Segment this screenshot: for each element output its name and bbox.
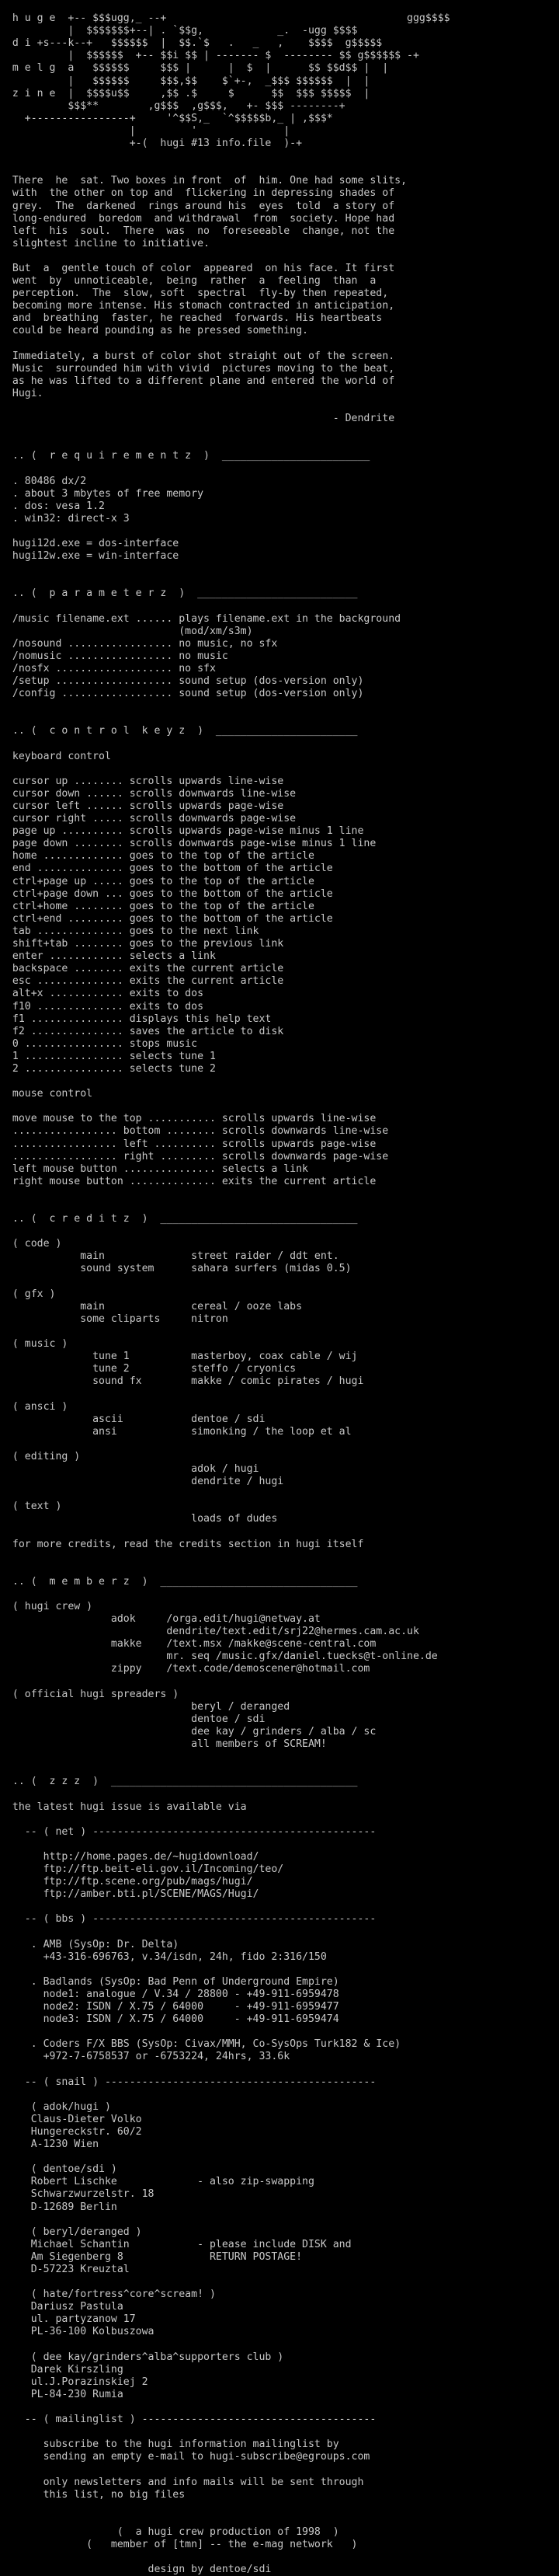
blank-line <box>0 1188 559 1201</box>
blank-line <box>0 2151 559 2163</box>
text-line: ansi simonking / the loop et al <box>0 1425 352 1438</box>
text-line: tune 1 masterboy, coax cable / wij <box>0 1351 358 1363</box>
text-line: ( official hugi spreaders ) <box>0 1688 179 1700</box>
text-line: There he sat. Two boxes in front of him. One had some slits, <box>0 175 408 187</box>
text-line: page up .......... scrolls upwards page-wise minus 1 line <box>0 825 364 838</box>
blank-line <box>0 601 559 613</box>
text-line: .. ( z z z ) ________________________________________ <box>0 1776 358 1788</box>
text-line: ( editing ) <box>0 1450 81 1462</box>
text-line: ul.J.Porazinskiej 2 <box>0 2376 148 2388</box>
text-line: page down ........ scrolls downwards page-wise minus 1 line <box>0 838 377 850</box>
text-line: ( music ) <box>0 1338 68 1351</box>
text-line: node2: ISDN / X.75 / 64000 - +49-911-6959477 <box>0 2001 339 2013</box>
blank-line <box>0 150 559 162</box>
blank-line <box>0 1488 559 1501</box>
blank-line <box>0 1201 559 1213</box>
text-line: -- ( net ) ---------------------------------------------- <box>0 1825 377 1838</box>
blank-line <box>0 2426 559 2438</box>
blank-line <box>0 2026 559 2038</box>
text-line: PL-84-230 Rumia <box>0 2388 123 2400</box>
text-line: tab .............. goes to the next link <box>0 925 259 937</box>
text-line: main cereal / ooze labs <box>0 1300 303 1312</box>
blank-line <box>0 1763 559 1776</box>
blank-line <box>0 425 559 437</box>
text-line: ( code ) <box>0 1238 62 1250</box>
text-line: Schwarzwurzelstr. 18 <box>0 2188 155 2201</box>
blank-line <box>0 1563 559 1576</box>
blank-line <box>0 1438 559 1451</box>
blank-line <box>0 437 559 450</box>
blank-line <box>0 700 559 713</box>
text-line: ( beryl/deranged ) <box>0 2226 142 2238</box>
text-line: . about 3 mbytes of free memory <box>0 487 204 500</box>
text-line: Michael Schantin - please include DISK and <box>0 2238 352 2250</box>
text-line: long-endured boredom and withdrawal from society. Hope had <box>0 212 395 225</box>
text-line: .. ( m e m b e r z ) ________________________________ <box>0 1575 358 1588</box>
text-line: /setup ................... sound setup (dos-version only) <box>0 675 364 688</box>
text-line: ctrl+home ........ goes to the top of the article <box>0 900 314 912</box>
text-line: $$$** ,g$$$ ,g$$$, +- $$$ --------+ <box>0 99 345 112</box>
blank-line <box>0 2401 559 2414</box>
text-line: . win32: direct-x 3 <box>0 512 130 525</box>
text-line: m e l g a $$$$$$ $$$ | | $ | $$ $$d$$ | | <box>0 62 389 75</box>
text-line: mr. seq /music.gfx/daniel.tuecks@t-online.de <box>0 1651 438 1663</box>
blank-line <box>0 1388 559 1400</box>
text-line: ( member of [tmn] -- the e-mag network ) <box>0 2539 358 2551</box>
blank-line <box>0 738 559 751</box>
text-line: z i n e | $$$$u$$ ,$$ .$ $ $$ $$$ $$$$$ | <box>0 87 370 99</box>
text-line: Am Siegenberg 8 RETURN POSTAGE! <box>0 2250 303 2263</box>
blank-line <box>0 575 559 587</box>
text-line: /nomusic ................. no music <box>0 650 228 662</box>
text-line: A-1230 Wien <box>0 2139 99 2151</box>
text-line: Music surrounded him with vivid pictures moving to the beat, <box>0 362 395 375</box>
blank-line <box>0 1525 559 1538</box>
blank-line <box>0 1588 559 1601</box>
text-line: .. ( c o n t r o l k e y z ) _______________________ <box>0 725 358 737</box>
text-line: (mod/xm/s3m) <box>0 625 253 637</box>
text-line: zippy /text.code/demoscener@hotmail.com <box>0 1663 370 1675</box>
text-line: .. ( r e q u i r e m e n t z ) ________________________ <box>0 450 370 462</box>
text-line: | $$$$$$ +-- $$i $$ | ------- $ -------- $$ g$$$$$$ -+ <box>0 50 419 62</box>
text-line: ftp://ftp.beit-eli.gov.il/Incoming/teo/ <box>0 1863 284 1875</box>
text-line: subscribe to the hugi information mailinglist by <box>0 2438 339 2451</box>
text-line: adok / hugi <box>0 1462 259 1475</box>
text-line: -- ( mailinglist ) -------------------------------------- <box>0 2414 377 2426</box>
blank-line <box>0 250 559 263</box>
text-line: +----------------+ '^$$S,_ `^$$$$$b,_ | ,$$$* <box>0 112 333 124</box>
text-line: ................. left .......... scrolls upwards page-wise <box>0 1138 377 1150</box>
text-line: ( hugi crew ) <box>0 1601 93 1612</box>
text-line: esc .............. exits the current article <box>0 975 284 988</box>
text-line: D-57223 Kreuztal <box>0 2263 130 2275</box>
text-line: | ' | <box>0 124 290 137</box>
text-line: ul. partyzanow 17 <box>0 2313 136 2326</box>
text-line: as he was lifted to a different plane and entered the world of <box>0 375 395 387</box>
blank-line <box>0 1075 559 1088</box>
text-line: becoming more intense. His stomach contracted in anticipation, <box>0 300 395 312</box>
blank-line <box>0 2063 559 2076</box>
text-line: ( hate/fortress^core^scream! ) <box>0 2288 216 2301</box>
text-line: ( adok/hugi ) <box>0 2100 111 2113</box>
text-line: tune 2 steffo / cryonics <box>0 1363 297 1375</box>
blank-line <box>0 1551 559 1563</box>
text-line: with the other on top and flickering in depressing shades of <box>0 187 395 200</box>
text-line: beryl / deranged <box>0 1700 290 1713</box>
blank-line <box>0 1901 559 1913</box>
text-line: - Dendrite <box>0 413 395 425</box>
text-line: dendrite/text.edit/srj22@hermes.cam.ac.uk <box>0 1626 419 1638</box>
text-line: keyboard control <box>0 750 111 762</box>
blank-line <box>0 1100 559 1113</box>
text-line: http://home.pages.de/~hugidownload/ <box>0 1850 259 1863</box>
text-line: Immediately, a burst of color shot straight out of the screen. <box>0 350 395 362</box>
text-line: h u g e +-- $$$ugg,_ --+ ggg$$$$ <box>0 12 450 25</box>
text-line: mouse control <box>0 1088 93 1100</box>
text-line: ................. right ......... scrolls downwards page-wise <box>0 1150 389 1163</box>
text-line: cursor right ..... scrolls downwards page-wise <box>0 813 297 825</box>
text-line: . 80486 dx/2 <box>0 475 87 487</box>
blank-line <box>0 2276 559 2288</box>
text-line: ctrl+end ......... goes to the bottom of the article <box>0 912 333 925</box>
text-line: Claus-Dieter Volko <box>0 2113 142 2125</box>
blank-line <box>0 2514 559 2526</box>
text-line: the latest hugi issue is available via <box>0 1800 247 1813</box>
text-line: alt+x ............ exits to dos <box>0 988 204 1000</box>
text-line: backspace ........ exits the current article <box>0 963 284 975</box>
text-line: Robert Lischke - also zip-swapping <box>0 2176 314 2188</box>
text-line: slightest incline to initiative. <box>0 237 210 249</box>
blank-line <box>0 1839 559 1851</box>
text-line: sound system sahara surfers (midas 0.5) <box>0 1263 352 1275</box>
text-line: hugi12w.exe = win-interface <box>0 550 179 563</box>
text-line: . dos: vesa 1.2 <box>0 500 105 512</box>
text-line: . Badlands (SysOp: Bad Penn of Underground Empire) <box>0 1975 339 1988</box>
text-line: d i +s---k--+ $$$$$$ | $$.`$ . _ , $$$$ g$$$$$ <box>0 37 383 50</box>
blank-line <box>0 1814 559 1826</box>
blank-line <box>0 1926 559 1938</box>
text-line: this list, no big files <box>0 2488 186 2501</box>
text-line: right mouse button .............. exits the current article <box>0 1175 377 1187</box>
text-line: ascii dentoe / sdi <box>0 1413 266 1425</box>
text-line: ................. bottom ........ scrolls downwards line-wise <box>0 1125 389 1138</box>
text-line: went by unnoticeable, being rather a feeling than a <box>0 275 377 288</box>
text-line: /nosound ................. no music, no sfx <box>0 637 278 650</box>
text-line: only newsletters and info mails will be sent through <box>0 2476 364 2488</box>
text-line: dee kay / grinders / alba / sc <box>0 1725 377 1738</box>
blank-line <box>0 1788 559 1800</box>
text-line: and breathing faster, he reached forwards. His heartbeats <box>0 312 383 325</box>
text-line: f1 ............... displays this help text <box>0 1013 272 1025</box>
text-line: f2 ............... saves the article to disk <box>0 1025 284 1037</box>
blank-line <box>0 2463 559 2476</box>
text-line: sound fx makke / comic pirates / hugi <box>0 1375 364 1388</box>
text-line: f10 .............. exits to dos <box>0 1000 204 1013</box>
text-line: left mouse button ............... selects a link <box>0 1163 308 1175</box>
blank-line <box>0 2339 559 2351</box>
text-line: node3: ISDN / X.75 / 64000 - +49-911-6959474 <box>0 2013 339 2026</box>
blank-line <box>0 462 559 475</box>
blank-line <box>0 1326 559 1338</box>
text-line: Darek Kirszling <box>0 2363 123 2376</box>
text-line: adok /orga.edit/hugi@netway.at <box>0 1613 321 1626</box>
blank-line <box>0 713 559 725</box>
text-line: ctrl+page down ... goes to the bottom of the article <box>0 887 333 900</box>
text-line: move mouse to the top ........... scrolls upwards line-wise <box>0 1113 377 1125</box>
text-line: some cliparts nitron <box>0 1312 228 1325</box>
text-line: .. ( c r e d i t z ) ________________________________ <box>0 1213 358 1225</box>
text-line: | $$$$$$ $$$,$$ $`+-, _$$$ $$$$$$ | | <box>0 75 370 87</box>
text-line: Hungereckstr. 60/2 <box>0 2125 142 2138</box>
blank-line <box>0 525 559 538</box>
text-line: ( text ) <box>0 1501 62 1513</box>
text-line: hugi12d.exe = dos-interface <box>0 538 179 550</box>
text-line: .. ( p a r a m e t e r z ) __________________________ <box>0 587 358 600</box>
text-line: | $$$$$$$+--| . `$$g, _. -ugg $$$$ <box>0 25 358 37</box>
blank-line <box>0 1964 559 1976</box>
text-line: But a gentle touch of color appeared on his face. It first <box>0 262 395 274</box>
text-line: shift+tab ........ goes to the previous link <box>0 938 284 950</box>
text-line: ( a hugi crew production of 1998 ) <box>0 2525 339 2538</box>
blank-line <box>0 2214 559 2226</box>
text-line: home ............. goes to the top of the article <box>0 850 314 863</box>
text-line: 0 ................ stops music <box>0 1037 198 1050</box>
text-line: +43-316-696763, v.34/isdn, 24h, fido 2:316/150 <box>0 1950 327 1963</box>
blank-line <box>0 1676 559 1689</box>
text-line: cursor left ...... scrolls upwards page-wise <box>0 800 284 812</box>
blank-line <box>0 162 559 175</box>
text-line: PL-36-100 Kolbuszowa <box>0 2326 155 2338</box>
text-line: +972-7-6758537 or -6753224, 24hrs, 33.6k <box>0 2051 290 2063</box>
text-line: ( ansci ) <box>0 1400 68 1413</box>
text-line: ftp://ftp.scene.org/pub/mags/hugi/ <box>0 1876 253 1888</box>
text-line: ctrl+page up ..... goes to the top of the article <box>0 875 314 887</box>
text-line: dendrite / hugi <box>0 1476 284 1488</box>
text-line: main street raider / ddt ent. <box>0 1250 339 1263</box>
text-line: . AMB (SysOp: Dr. Delta) <box>0 1938 179 1950</box>
blank-line <box>0 2089 559 2101</box>
text-line: ( gfx ) <box>0 1288 56 1300</box>
text-line: node1: analogue / V.34 / 28800 - +49-911-6959478 <box>0 1988 339 2000</box>
text-line: dentoe / sdi <box>0 1713 266 1725</box>
text-line: cursor down ...... scrolls downwards line-wise <box>0 787 297 800</box>
text-line: sending an empty e-mail to hugi-subscribe@egroups.com <box>0 2451 370 2463</box>
blank-line <box>0 2501 559 2514</box>
text-line: -- ( snail ) -------------------------------------------- <box>0 2076 377 2088</box>
text-line: all members of SCREAM! <box>0 1738 327 1751</box>
text-line: loads of dudes <box>0 1513 278 1525</box>
text-line: end .............. goes to the bottom of the article <box>0 863 333 875</box>
text-line: for more credits, read the credits section in hugi itself <box>0 1538 364 1550</box>
text-line: makke /text.msx /makke@scene-central.com <box>0 1638 377 1651</box>
text-line: 2 ................ selects tune 2 <box>0 1062 216 1075</box>
text-line: could be heard pounding as he pressed something. <box>0 325 308 337</box>
blank-line <box>0 1751 559 1763</box>
text-line: design by dentoe/sdi <box>0 2564 272 2576</box>
text-line: left his soul. There was no foreseeable change, not the <box>0 225 395 237</box>
text-line: perception. The slow, soft spectral fly-by then repeated, <box>0 288 389 300</box>
text-line: D-12689 Berlin <box>0 2201 117 2213</box>
text-line: grey. The darkened rings around his eyes told a story of <box>0 200 395 212</box>
text-line: Dariusz Pastula <box>0 2301 123 2313</box>
text-line: +-( hugi #13 info.file )-+ <box>0 138 303 150</box>
blank-line <box>0 563 559 575</box>
blank-line <box>0 338 559 350</box>
text-line: Hugi. <box>0 387 43 399</box>
text-line: enter ............ selects a link <box>0 950 216 963</box>
blank-line <box>0 763 559 776</box>
text-line: ftp://amber.bti.pl/SCENE/MAGS/Hugi/ <box>0 1888 259 1901</box>
blank-line <box>0 400 559 413</box>
text-line: . Coders F/X BBS (SysOp: Civax/MMH, Co-SysOps Turk182 & Ice) <box>0 2038 401 2051</box>
blank-line <box>0 2551 559 2564</box>
blank-line <box>0 0 559 12</box>
text-line: /config .................. sound setup (dos-version only) <box>0 688 364 700</box>
text-line: ( dentoe/sdi ) <box>0 2163 117 2176</box>
text-line: /nosfx ................... no sfx <box>0 662 216 675</box>
text-line: 1 ................ selects tune 1 <box>0 1050 216 1062</box>
blank-line <box>0 1225 559 1238</box>
text-line: -- ( bbs ) ---------------------------------------------- <box>0 1913 377 1926</box>
text-line: cursor up ........ scrolls upwards line-wise <box>0 775 284 787</box>
text-line: ( dee kay/grinders^alba^supporters club ) <box>0 2351 284 2363</box>
text-line: /music filename.ext ...... plays filename.ext in the background <box>0 612 401 625</box>
blank-line <box>0 1276 559 1288</box>
